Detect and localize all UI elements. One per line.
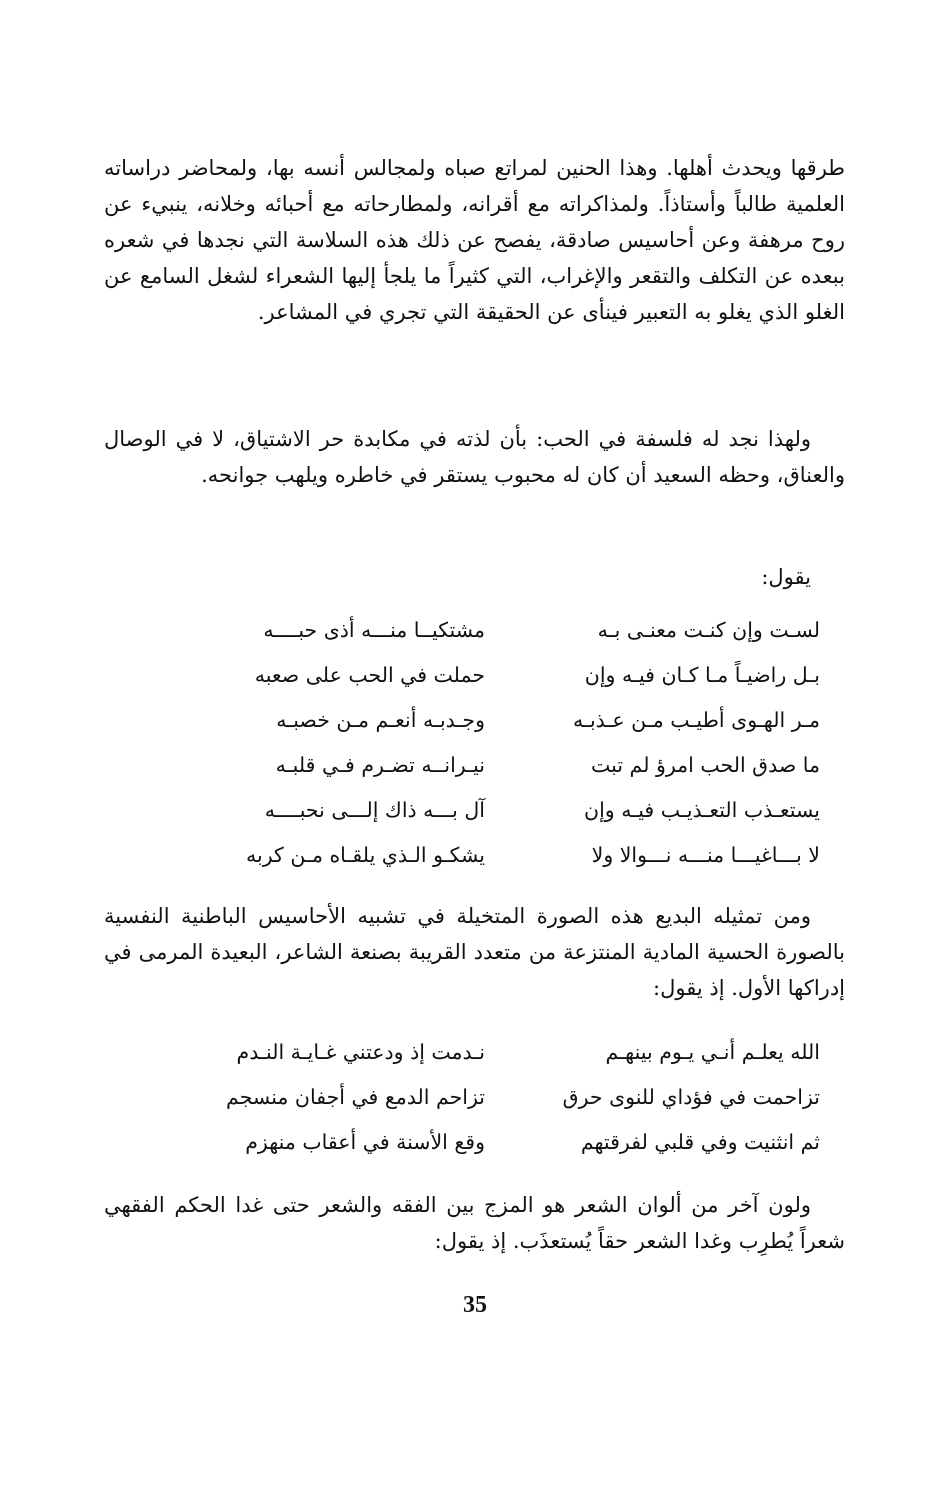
body-text-block-5 <box>104 1187 845 1259</box>
paragraph-4: ومن تمثيله البديع هذه الصورة المتخيلة في تشبيه الأحاسيس الباطنية النفسية بالصورة الحسية المادية المنتزعة من متعدد القريبة بصنعة الشاعر، البعيدة المرمى في إدراكها الأول. إذ يقول: <box>104 904 845 1000</box>
body-text-block-2 <box>104 421 845 493</box>
paragraph-1: طرقها ويحدث أهلها. وهذا الحنين لمراتع صباه ولمجالس أنسه بها، ولمحاضر دراساته العلمية طالباً وأستاذاً. ولمذاكراته مع أقرانه، ولمطارحاته مع أحبائه وخلانه، ينبيء عن روح مرهفة وعن أحاسيس صادقة، يفصح عن ذلك هذه السلاسة التي نجدها في شعره ببعده عن التكلف والتقعر والإغراب، التي كثيراً ما يلجأ إليها الشعراء لشغل السامع عن الغلو الذي يغلو به التعبير فينأى عن الحقيقة التي تجري في المشاعر. <box>104 156 845 324</box>
body-text-block-3 <box>104 559 845 595</box>
verse-second-hemistich: مشتكيــا منـــه أذى حبــــه <box>263 618 485 642</box>
paragraph-3: يقول: <box>761 565 811 589</box>
verse-first-hemistich: ثم انثنيت وفي قلبي لفرقتهم <box>580 1130 820 1154</box>
verse <box>200 618 820 663</box>
paragraph-5: ولون آخر من ألوان الشعر هو المزج بين الفقه والشعر حتى غدا الحكم الفقهي شعراً يُطرِب وغدا الشعر حقاً يُستعذَب. إذ يقول: <box>104 1193 845 1253</box>
body-text-block-4 <box>104 898 845 1006</box>
verse-second-hemistich: وجـدبـه أنعـم مـن خصبـه <box>276 708 485 732</box>
verse-first-hemistich: لسـت وإن كنـت معنـى بـه <box>597 618 820 642</box>
verse-first-hemistich: تزاحمت في فؤداي للنوى حرق <box>562 1085 820 1109</box>
verse-second-hemistich: نيـرانــه تضـرم فـي قلبـه <box>275 753 485 777</box>
verse <box>200 1040 820 1085</box>
poem-2 <box>200 1040 820 1175</box>
paragraph-2: ولهذا نجد له فلسفة في الحب: بأن لذته في مكابدة حر الاشتياق، لا في الوصال والعناق، وحظه السعيد أن كان له محبوب يستقر في خاطره ويلهب جوانحه. <box>104 427 845 487</box>
verse-first-hemistich: ما صدق الحب امرؤ لم تبت <box>591 753 820 777</box>
page-number: 35 <box>463 1292 487 1318</box>
verse-first-hemistich: الله يعلـم أنـي يـوم بينهـم <box>605 1040 820 1064</box>
verse-first-hemistich: مـر الهـوى أطيـب مـن عـذبـه <box>572 708 820 732</box>
verse <box>200 708 820 753</box>
verse-first-hemistich: يستعـذب التعـذيـب فيـه وإن <box>584 798 820 822</box>
verse-first-hemistich: بـل راضيـاً مـا كـان فيـه وإن <box>584 663 820 687</box>
verse <box>200 843 820 888</box>
verse <box>200 1130 820 1175</box>
verse-second-hemistich: يشكـو الـذي يلقـاه مـن كربه <box>246 843 485 867</box>
verse <box>200 798 820 843</box>
body-text-block-1 <box>104 150 845 330</box>
verse <box>200 1085 820 1130</box>
verse-second-hemistich: تزاحم الدمع في أجفان منسجم <box>226 1085 485 1109</box>
verse <box>200 663 820 708</box>
poem-1 <box>200 618 820 888</box>
verse-second-hemistich: نـدمت إذ ودعتني غـايـة النـدم <box>236 1040 485 1064</box>
verse-second-hemistich: وقع الأسنة في أعقاب منهزم <box>245 1130 485 1154</box>
verse <box>200 753 820 798</box>
verse-second-hemistich: آل بـــه ذاك إلـــى نحبــــه <box>264 798 485 822</box>
verse-first-hemistich: لا بـــاغيـــا منـــه نـــوالا ولا <box>591 843 820 867</box>
verse-second-hemistich: حملت في الحب على صعبه <box>254 663 485 687</box>
